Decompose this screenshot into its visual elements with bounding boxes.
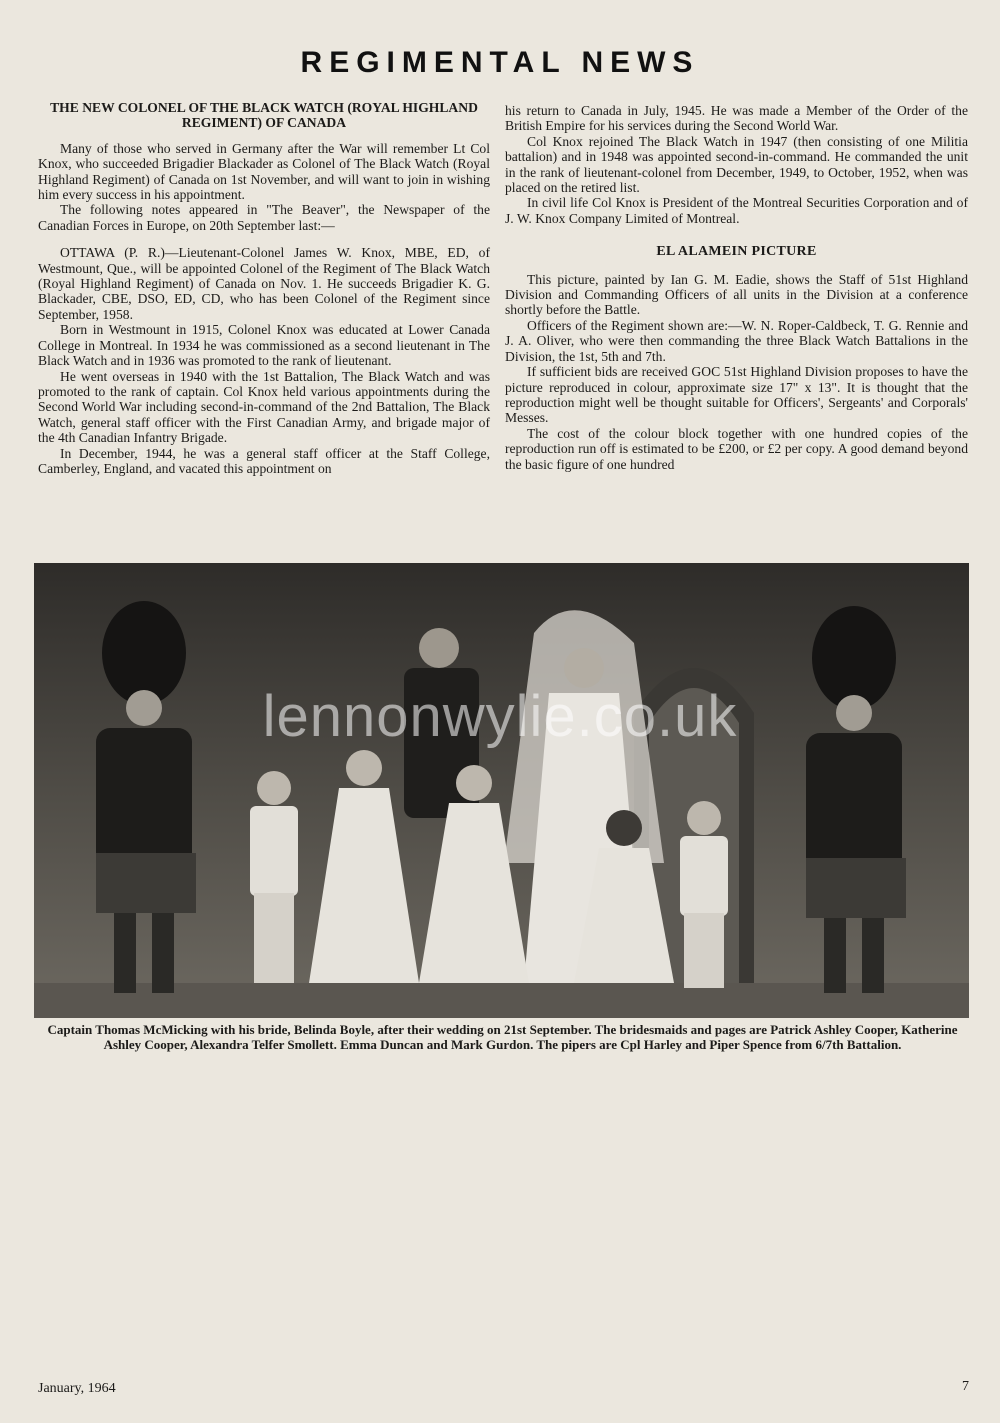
article-headline: EL ALAMEIN PICTURE xyxy=(656,244,817,260)
masthead-title: REGIMENTAL NEWS xyxy=(300,46,700,79)
article-paragraph: his return to Canada in July, 1945. He was made a Member of the Order of the British Empire for his services during the Second World War. xyxy=(505,103,968,134)
article-paragraph: In December, 1944, he was a general staff officer at the Staff College, Camberley, England, and vacated this appointment on xyxy=(38,445,490,476)
photo-caption: Captain Thomas McMicking with his bride, Belinda Boyle, after their wedding on 21st September. The bridesmaids and pages are Patrick Ashley Cooper, Katherine Ashley Cooper, Alexandra Telfer Smollett. Emma Duncan and Mark Gurdon. The pipers are Cpl Harley and Piper Spence from 6/7th Battalion. xyxy=(47,1022,958,1053)
article-paragraph: Col Knox rejoined The Black Watch in 1947 (then consisting of one Militia battalion) and in 1948 was appointed second-in-command. He commanded the unit in the rank of lieutenant-colonel from December, 1949, to October, 1952, when was placed on the retired list. xyxy=(505,133,968,196)
wedding-photo-illustration xyxy=(34,563,969,1018)
right-column xyxy=(505,103,968,472)
wedding-photograph xyxy=(34,563,969,1018)
article-paragraph: Born in Westmount in 1915, Colonel Knox was educated at Lower Canada College in Montreal. In 1934 he was commissioned as a second lieutenant in The Black Watch and in 1936 was promoted to the rank of lieutenant. xyxy=(38,322,490,369)
page-number: 7 xyxy=(962,1379,969,1394)
article-paragraph: In civil life Col Knox is President of the Montreal Securities Corporation and of J. W. Knox Company Limited of Montreal. xyxy=(505,195,968,226)
left-column xyxy=(38,100,490,476)
article-paragraph: The cost of the colour block together with one hundred copies of the reproduction run off is estimated to be £200, or £2 per copy. A good demand beyond the basic figure of one hundred xyxy=(505,425,968,472)
article-paragraph: Officers of the Regiment shown are:—W. N. Roper-Caldbeck, T. G. Rennie and J. A. Oliver, who were then commanding the three Black Watch Battalions in the Division, the 1st, 5th and 7th. xyxy=(505,317,968,364)
article-headline: THE NEW COLONEL OF THE BLACK WATCH (ROYAL HIGHLAND REGIMENT) OF CANADA xyxy=(50,100,478,131)
article-paragraph: He went overseas in 1940 with the 1st Battalion, The Black Watch and was promoted to the rank of captain. Col Knox held various appointments during the Second World War including second-in-command of the 2nd Battalion, The Black Watch, general staff officer with the First Canadian Army, and brigade major of the 4th Canadian Infantry Brigade. xyxy=(38,368,490,446)
article-paragraph: Many of those who served in Germany after the War will remember Lt Col Knox, who succeeded Brigadier Blackader as Colonel of The Black Watch (Royal Highland Regiment) of Canada on 1st November, and will want to join in wishing him every success in his appointment. xyxy=(38,140,490,203)
watermark-text: lennonwylie.co.uk xyxy=(262,684,738,749)
article-paragraph: OTTAWA (P. R.)—Lieutenant-Colonel James W. Knox, MBE, ED, of Westmount, Que., will be appointed Colonel of the Regiment of The Black Watch (Royal Highland Regiment) of Canada on Nov. 1. He succeeds Brigadier K. G. Blackader, CBE, DSO, ED, CD, who has been Colonel of the Regiment since September, 1958. xyxy=(38,245,490,322)
article-paragraph: If sufficient bids are received GOC 51st Highland Division proposes to have the picture reproduced in colour, approximate size 17" x 13". It is thought that the reproduction might well be thought suitable for Officers', Sergeants' and Corporals' Messes. xyxy=(505,364,968,426)
article-paragraph: This picture, painted by Ian G. M. Eadie, shows the Staff of 51st Highland Division and Commanding Officers of all units in the Division at a conference shortly before the Battle. xyxy=(505,271,968,318)
article-paragraph: The following notes appeared in "The Beaver", the Newspaper of the Canadian Forces in Europe, on 20th September last:— xyxy=(38,202,490,233)
issue-date: January, 1964 xyxy=(38,1381,116,1396)
